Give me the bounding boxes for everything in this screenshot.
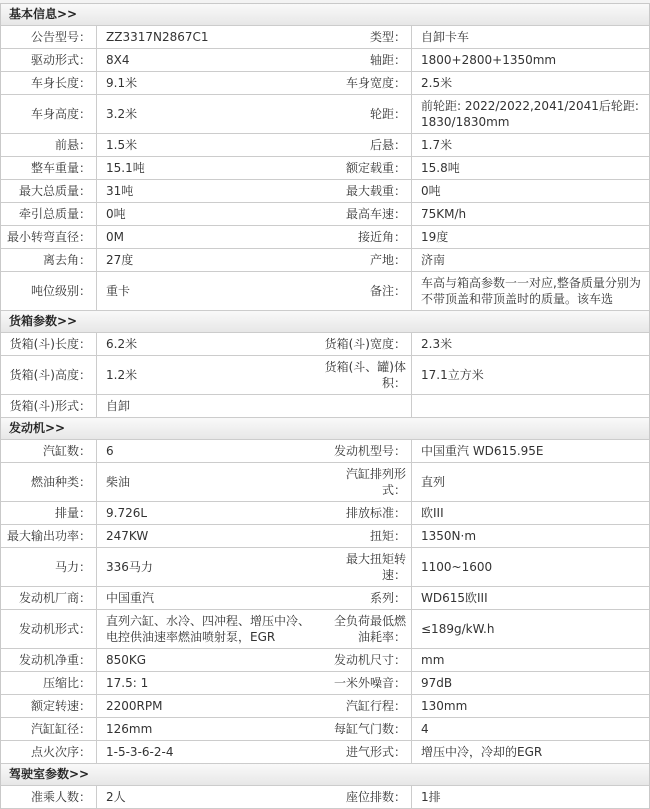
field-value: 8X4 [96,49,324,71]
field-label: 座位排数： [345,790,406,804]
field-value: 130mm [411,695,649,717]
spec-row [1,463,649,502]
field-value: 15.1吨 [96,157,324,179]
field-label: 驱动形式： [30,53,91,67]
field-value [411,395,649,417]
field-value: 1排 [411,786,649,808]
field-label: 系列： [369,591,406,605]
field-value: 126mm [96,718,324,740]
vehicle-spec-table [0,3,650,809]
field-label: 最大输出功率： [6,529,91,543]
field-label: 发动机尺寸： [333,653,406,667]
field-label: 全负荷最低燃油耗率： [333,614,406,644]
spec-row [1,226,649,249]
spec-row [1,395,649,418]
field-label: 车身长度： [30,76,91,90]
spec-row [1,440,649,463]
field-label: 货箱(斗、罐)体积： [324,360,406,390]
field-value: 自卸卡车 [411,26,649,48]
field-label: 车身宽度： [345,76,406,90]
field-label: 每缸气门数： [333,722,406,736]
spec-section [1,418,649,764]
field-label: 发动机型号： [333,444,406,458]
field-value: 1100~1600 [411,548,649,586]
spec-row [1,134,649,157]
field-value: 1800+2800+1350mm [411,49,649,71]
field-label: 轴距： [369,53,406,67]
field-value: 增压中冷，冷却的EGR [411,741,649,763]
spec-row [1,548,649,587]
field-value: 中国重汽 WD615.95E [411,440,649,462]
field-label: 进气形式： [345,745,406,759]
spec-row [1,203,649,226]
spec-section [1,311,649,418]
spec-row [1,525,649,548]
field-label: 产地： [369,253,406,267]
field-value: 75KM/h [411,203,649,225]
field-label: 货箱(斗)形式： [9,399,91,413]
field-value: 19度 [411,226,649,248]
field-label: 额定转速： [30,699,91,713]
field-value: 1.2米 [96,356,324,394]
field-value: 0吨 [96,203,324,225]
field-value: 直列六缸、水冷、四冲程、增压中冷、电控供油速率燃油喷射泵，EGR [96,610,324,648]
spec-row [1,718,649,741]
section-title: 发动机>> [1,418,649,440]
field-value: 0M [96,226,324,248]
field-value: 17.5: 1 [96,672,324,694]
field-value: 6 [96,440,324,462]
field-label: 最小转弯直径： [6,230,91,244]
spec-row [1,49,649,72]
field-label: 类型： [369,30,406,44]
field-label: 离去角： [42,253,91,267]
field-label: 排放标准： [345,506,406,520]
field-label: 点火次序： [30,745,91,759]
field-label: 扭矩： [369,529,406,543]
field-label: 牵引总质量： [18,207,91,221]
field-label: 货箱(斗)长度： [9,337,91,351]
field-value: 1.7米 [411,134,649,156]
field-label: 汽缸数： [42,444,91,458]
field-value: 1-5-3-6-2-4 [96,741,324,763]
field-value: 济南 [411,249,649,271]
field-value: ≤189g/kW.h [411,610,649,648]
field-label: 接近角： [357,230,406,244]
spec-row [1,95,649,134]
field-label: 发动机厂商： [18,591,91,605]
spec-row [1,72,649,95]
field-value: 0吨 [411,180,649,202]
field-label: 一米外噪音： [333,676,406,690]
field-value: 欧III [411,502,649,524]
field-label: 发动机形式： [18,622,91,636]
field-label: 发动机净重： [18,653,91,667]
field-value: 直列 [411,463,649,501]
field-label: 额定载重： [345,161,406,175]
field-value: 336马力 [96,548,324,586]
section-title: 基本信息>> [1,4,649,26]
field-value: 27度 [96,249,324,271]
field-label: 准乘人数： [30,790,91,804]
spec-row [1,333,649,356]
field-value: WD615欧III [411,587,649,609]
field-value: 9.726L [96,502,324,524]
field-label: 轮距： [369,107,406,121]
spec-row [1,180,649,203]
field-value: 6.2米 [96,333,324,355]
field-value: 中国重汽 [96,587,324,609]
field-label: 最大扭矩转速： [345,552,406,582]
field-value: 重卡 [96,272,324,310]
field-value: 2.3米 [411,333,649,355]
spec-row [1,249,649,272]
field-value: 247KW [96,525,324,547]
spec-section [1,4,649,311]
field-label: 汽缸排列形式： [345,467,406,497]
field-label: 压缩比： [42,676,91,690]
field-label: 马力： [54,560,91,574]
field-label: 汽缸缸径： [30,722,91,736]
field-value: 4 [411,718,649,740]
field-value: 9.1米 [96,72,324,94]
field-value: 前轮距: 2022/2022,2041/2041后轮距: 1830/1830mm [411,95,649,133]
spec-row [1,610,649,649]
spec-section [1,764,649,809]
field-value: 2人 [96,786,324,808]
spec-row [1,741,649,764]
spec-row [1,649,649,672]
field-label: 最高车速： [345,207,406,221]
spec-row [1,786,649,809]
spec-row [1,587,649,610]
field-label: 后悬： [369,138,406,152]
field-label: 备注： [369,284,406,298]
field-value: 97dB [411,672,649,694]
field-label: 汽缸行程： [345,699,406,713]
field-value: ZZ3317N2867C1 [96,26,324,48]
field-label: 最大总质量： [18,184,91,198]
field-value: 2.5米 [411,72,649,94]
field-value: 850KG [96,649,324,671]
field-label: 货箱(斗)高度： [9,368,91,382]
field-value: 1.5米 [96,134,324,156]
spec-row [1,272,649,311]
field-label: 燃油种类： [30,475,91,489]
spec-row [1,356,649,395]
field-value: 自卸 [96,395,324,417]
spec-row [1,672,649,695]
field-value: mm [411,649,649,671]
spec-row [1,695,649,718]
field-value: 31吨 [96,180,324,202]
field-label: 公告型号： [30,30,91,44]
spec-row [1,502,649,525]
vehicle-spec-page [0,3,650,804]
field-label: 最大载重： [345,184,406,198]
field-label: 车身高度： [30,107,91,121]
field-value: 17.1立方米 [411,356,649,394]
field-label: 货箱(斗)宽度： [324,337,406,351]
section-title: 货箱参数>> [1,311,649,333]
field-label: 排量： [54,506,91,520]
spec-row [1,157,649,180]
field-label: 整车重量： [30,161,91,175]
spec-row [1,26,649,49]
field-value: 3.2米 [96,95,324,133]
field-value: 车高与箱高参数一一对应,整备质量分别为不带顶盖和带顶盖时的质量。该车选 [411,272,649,310]
field-label: 吨位级别： [30,284,91,298]
field-label: 前悬： [54,138,91,152]
field-value: 2200RPM [96,695,324,717]
section-title: 驾驶室参数>> [1,764,649,786]
field-value: 15.8吨 [411,157,649,179]
field-value: 1350N·m [411,525,649,547]
field-value: 柴油 [96,463,324,501]
field-label [324,395,411,417]
